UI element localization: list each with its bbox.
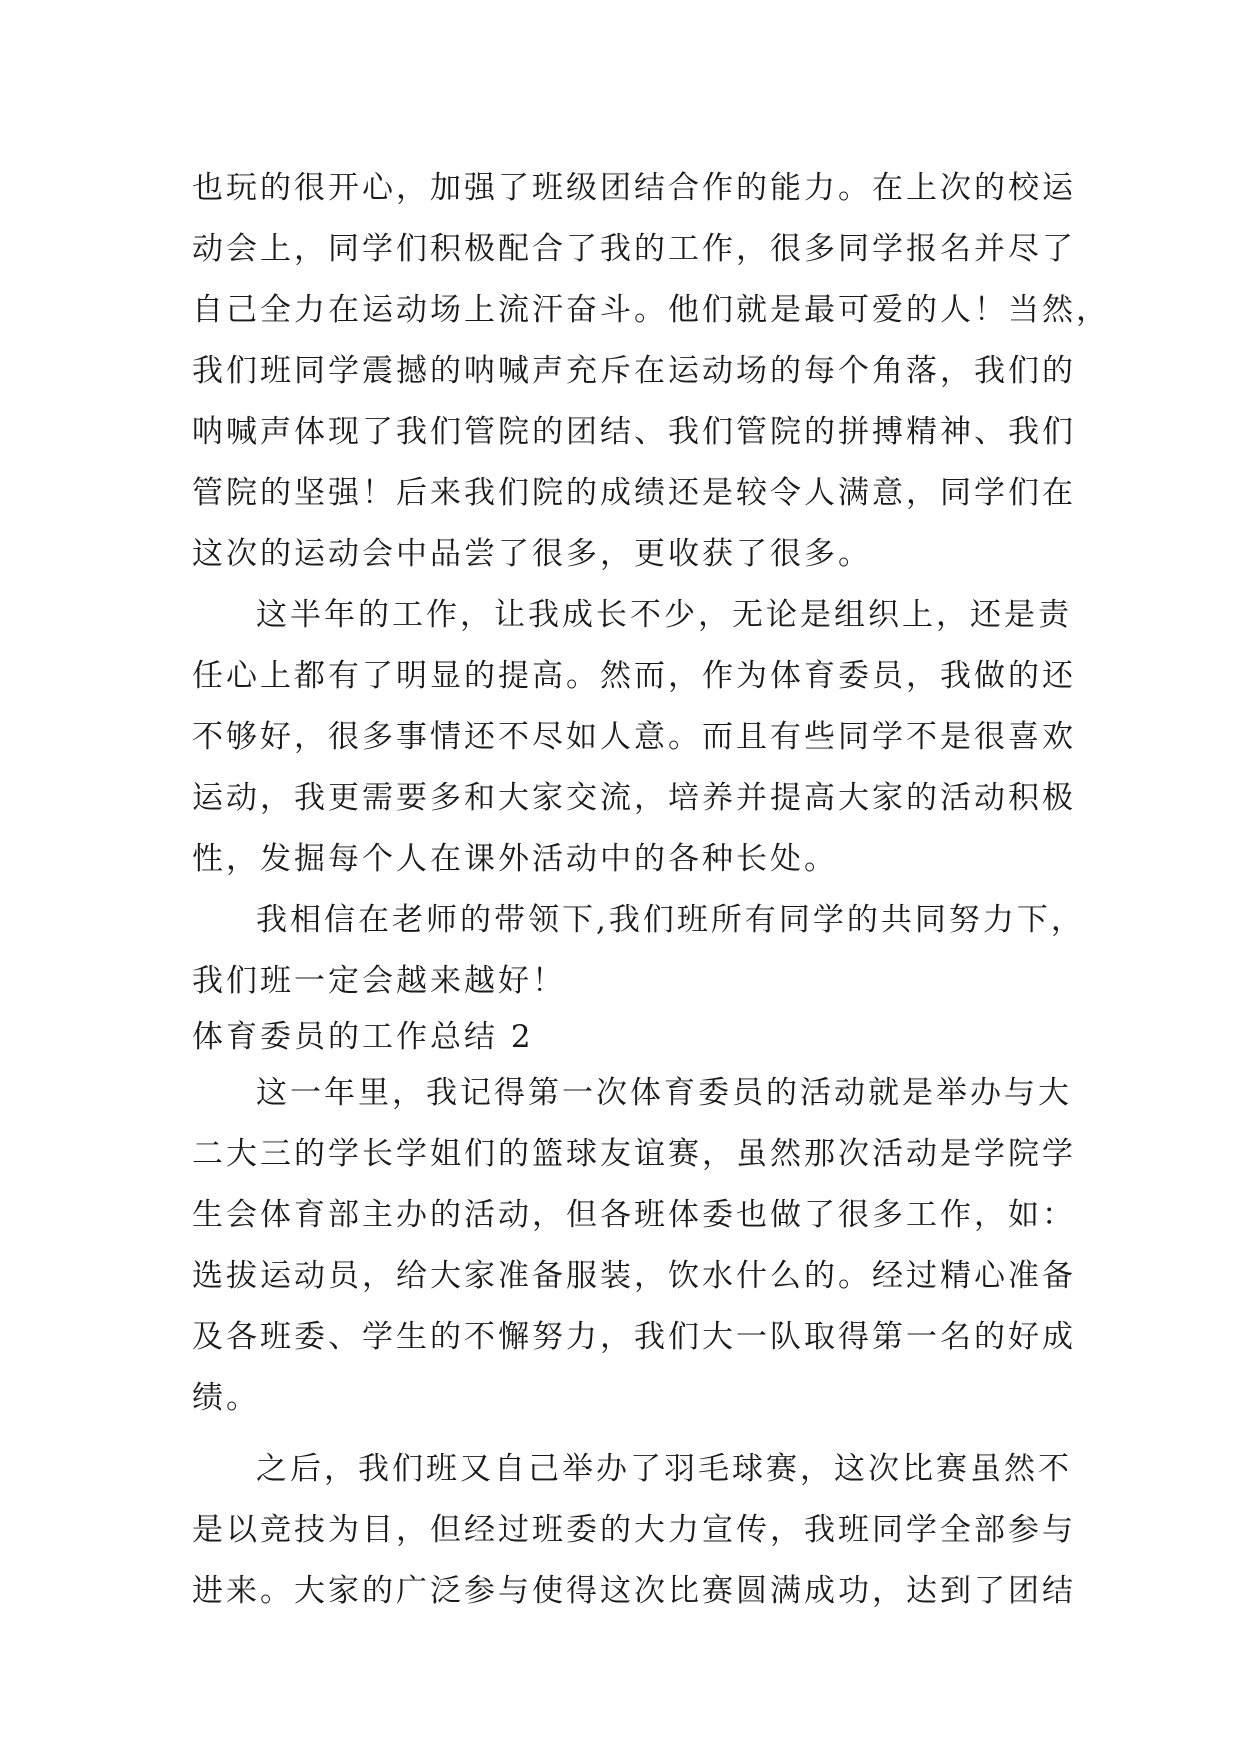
- text-line: 我们班同学震撼的呐喊声充斥在运动场的每个角落，我们的: [192, 353, 1076, 389]
- text-line: 管院的坚强！后来我们院的成绩还是较令人满意，同学们在: [192, 475, 1076, 511]
- text-line: 自己全力在运动场上流汗奋斗。他们就是最可爱的人！当然，: [192, 292, 1110, 328]
- text-line: 这次的运动会中品尝了很多，更收获了很多。: [192, 536, 872, 572]
- text-line: 及各班委、学生的不懈努力，我们大一队取得第一名的好成: [192, 1319, 1076, 1355]
- text-line: 性，发掘每个人在课外活动中的各种长处。: [192, 841, 838, 877]
- text-line: 二大三的学长学姐们的篮球友谊赛，虽然那次活动是学院学: [192, 1136, 1076, 1172]
- text-line: 动会上，同学们积极配合了我的工作，很多同学报名并尽了: [192, 231, 1076, 267]
- text-line: 任心上都有了明显的提高。然而，作为体育委员，我做的还: [192, 658, 1076, 694]
- text-line: 选拔运动员，给大家准备服装，饮水什么的。经过精心准备: [192, 1258, 1076, 1294]
- text-line: 不够好，很多事情还不尽如人意。而且有些同学不是很喜欢: [192, 719, 1076, 755]
- paragraph-first-line: 这一年里，我记得第一次体育委员的活动就是举办与大: [256, 1075, 1072, 1111]
- text-line: 进来。大家的广泛参与使得这次比赛圆满成功，达到了团结: [192, 1573, 1076, 1609]
- text-line: 我们班一定会越来越好！: [192, 963, 566, 999]
- text-line: 运动，我更需要多和大家交流，培养并提高大家的活动积极: [192, 780, 1076, 816]
- paragraph-first-line: 这半年的工作，让我成长不少，无论是组织上，还是责: [256, 597, 1072, 633]
- paragraph-first-line: 我相信在老师的带领下,我们班所有同学的共同努力下，: [256, 902, 1085, 938]
- text-line: 是以竞技为目，但经过班委的大力宣传，我班同学全部参与: [192, 1512, 1076, 1548]
- section-heading: 体育委员的工作总结 2: [192, 1019, 534, 1055]
- paragraph-first-line: 之后，我们班又自己举办了羽毛球赛，这次比赛虽然不: [256, 1451, 1072, 1487]
- text-line: 也玩的很开心，加强了班级团结合作的能力。在上次的校运: [192, 170, 1076, 206]
- text-line: 绩。: [192, 1380, 260, 1416]
- text-line: 生会体育部主办的活动，但各班体委也做了很多工作，如：: [192, 1197, 1076, 1233]
- text-line: 呐喊声体现了我们管院的团结、我们管院的拼搏精神、我们: [192, 414, 1076, 450]
